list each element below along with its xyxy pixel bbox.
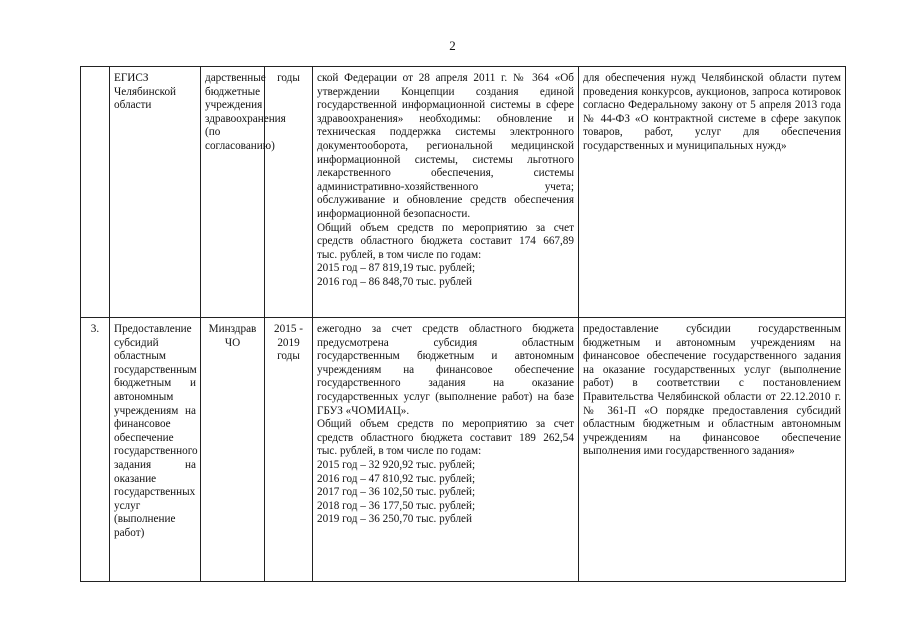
program-table <box>80 66 846 582</box>
page-number: 2 <box>449 38 456 53</box>
content-paragraph: ежегодно за счет средств областного бюджета предусмотрена субсидия областным государственным бюджетным и автономным учреждениям на финансовое обеспечение государственного задания на оказание государственных услуг (выполнение работ) на базе ГБУЗ «ЧОМИАЦ». <box>317 323 574 417</box>
period-cell: 2015 - 2019 годы <box>265 318 313 582</box>
measure-name-cell: ЕГИСЗ Челябинской области <box>110 67 201 318</box>
content-cell <box>313 67 579 318</box>
row-number-cell <box>81 67 110 318</box>
content-paragraph: ской Федерации от 28 апреля 2011 г. № 364 «Об утверждении Концепции создания единой государственной информационной системы в сфере здравоохранения» необходимы: обновление и техническая поддержка системы электронного документооборота, региональной медицинской информационной системы, системы льготного лекарственного обеспечения, системы административно-хозяйственного учета; обслуживание и обновление средств обеспечения информационной безопасности. <box>317 72 574 220</box>
table-row <box>81 318 846 582</box>
period-cell: годы <box>265 67 313 318</box>
content-year-line: 2018 год – 36 177,50 тыс. рублей; <box>317 499 476 512</box>
content-year-line: 2019 год – 36 250,70 тыс. рублей <box>317 513 472 526</box>
content-paragraph: Общий объем средств по мероприятию за счет средств областного бюджета составит 174 667,89 тыс. рублей, в том числе по годам: <box>317 221 574 261</box>
measure-name-cell: Предоставление субсидий областным государственным бюджетным и автономным учреждениям на финансовое обеспечение государственного задания на оказание государственных услуг (выполнение работ) <box>110 318 201 582</box>
basis-cell: для обеспечения нужд Челябинской области путем проведения конкурсов, аукционов, запроса котировок согласно Федеральному закону от 5 апреля 2013 года № 44-ФЗ «О контрактной системе в сфере закупок товаров, работ, услуг для обеспечения государственных и муниципальных нужд» <box>579 67 846 318</box>
row-number-cell: 3. <box>81 318 110 582</box>
table-row <box>81 67 846 318</box>
executor-cell: Минздрав ЧО <box>201 318 265 582</box>
content-year-line: 2015 год – 32 920,92 тыс. рублей; <box>317 458 476 471</box>
basis-cell: предоставление субсидии государственным бюджетным и автономным учреждениям на финансовое обеспечение государственного задания на оказание государственных услуг (выполнение работ) в соответствии с постановлением Правительства Челябинской области от 22.12.2010 г. № 361-П «О порядке предоставления субсидий областным бюджетным и областным автономным учреждениям на финансовое обеспечение выполнения ими государственного задания» <box>579 318 846 582</box>
content-year-line: 2015 год – 87 819,19 тыс. рублей; <box>317 262 476 275</box>
content-year-line: 2016 год – 86 848,70 тыс. рублей <box>317 275 472 288</box>
content-year-line: 2017 год – 36 102,50 тыс. рублей; <box>317 486 476 499</box>
content-year-line: 2016 год – 47 810,92 тыс. рублей; <box>317 472 476 485</box>
content-paragraph: Общий объем средств по мероприятию за счет средств областного бюджета составит 189 262,54 тыс. рублей, в том числе по годам: <box>317 418 574 458</box>
content-cell <box>313 318 579 582</box>
executor-cell: дарственные бюджетные учреждения здравоохранения (по согласованию) <box>201 67 265 318</box>
